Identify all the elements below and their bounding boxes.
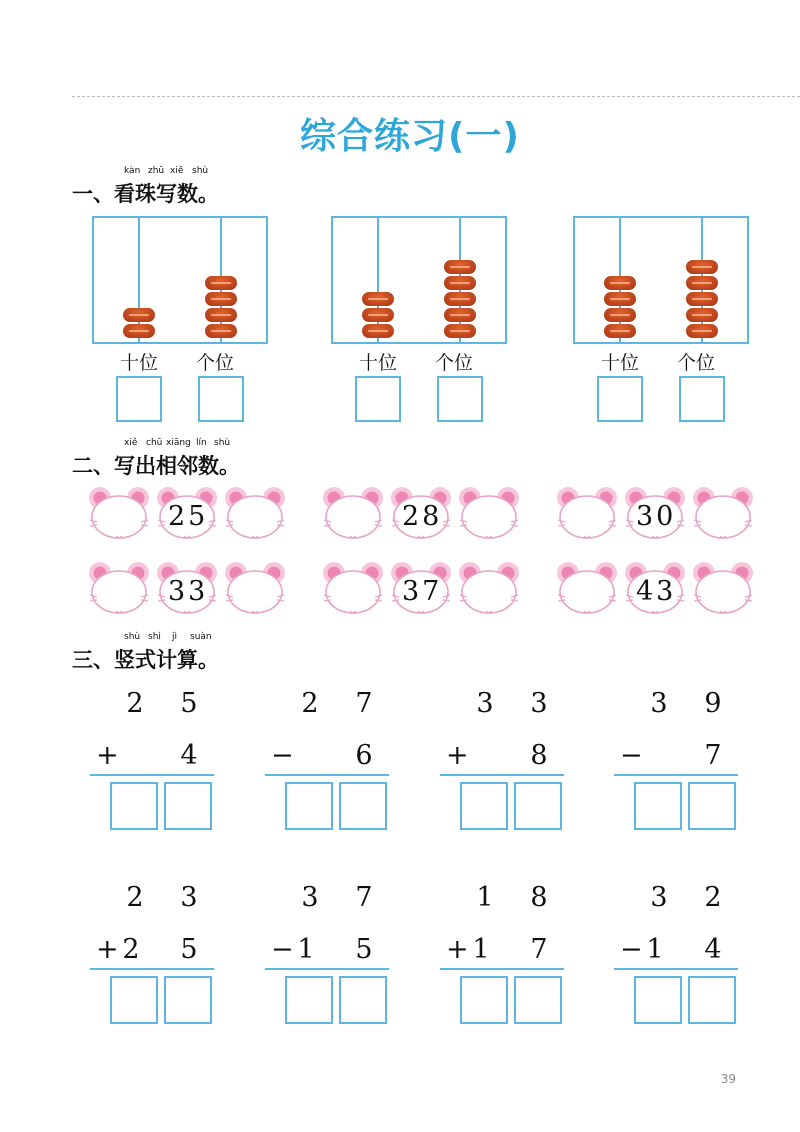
ones-bead <box>686 276 718 290</box>
pinyin-3: jì <box>172 632 178 642</box>
pinyin-2: zhū <box>148 166 165 176</box>
left-neighbor-head[interactable] <box>556 561 618 615</box>
answer-ones-box[interactable] <box>688 976 736 1024</box>
answer-line <box>440 968 564 970</box>
answer-tens-box[interactable] <box>110 976 158 1024</box>
section-1-label: 一、看珠写数。 <box>72 182 219 206</box>
ones-answer-box[interactable] <box>198 376 244 422</box>
top-ones-digit: 9 <box>704 688 722 719</box>
given-number: 28 <box>402 501 443 532</box>
ones-bead <box>444 276 476 290</box>
pinyin-4: lín <box>196 438 207 448</box>
bottom-tens-digit: 2 <box>122 934 140 965</box>
left-neighbor-head[interactable] <box>88 486 150 540</box>
vertical-problem-6 <box>265 882 393 1032</box>
pinyin-2: shì <box>148 632 161 642</box>
left-neighbor-head[interactable] <box>88 561 150 615</box>
bottom-tens-digit: 1 <box>297 934 315 965</box>
tens-bead <box>604 292 636 306</box>
tens-bead <box>362 308 394 322</box>
tens-bead <box>362 292 394 306</box>
answer-ones-box[interactable] <box>688 782 736 830</box>
answer-line <box>614 968 738 970</box>
tens-bead <box>604 324 636 338</box>
top-tens-digit: 2 <box>301 688 319 719</box>
top-ones-digit: 3 <box>530 688 548 719</box>
vertical-problem-3 <box>440 688 568 838</box>
top-ones-digit: 8 <box>530 882 548 913</box>
tens-bead <box>604 308 636 322</box>
tens-bead <box>604 276 636 290</box>
tens-label: 十位 <box>120 352 159 374</box>
tens-bead <box>362 324 394 338</box>
ones-bead <box>444 308 476 322</box>
right-neighbor-head[interactable] <box>692 561 754 615</box>
ones-bead <box>444 260 476 274</box>
top-tens-digit: 3 <box>301 882 319 913</box>
ones-answer-box[interactable] <box>437 376 483 422</box>
pinyin-3: xiāng <box>166 438 191 448</box>
pinyin-3: xiě <box>170 166 184 176</box>
section-2-heading <box>72 438 292 478</box>
ones-bead <box>686 292 718 306</box>
pinyin-1: shù <box>124 632 141 642</box>
bottom-tens-digit: 1 <box>646 934 664 965</box>
operator-sign: − <box>271 934 294 965</box>
top-tens-digit: 3 <box>650 882 668 913</box>
neighbor-group-6 <box>556 561 756 617</box>
ones-bead <box>686 308 718 322</box>
section-2-label: 二、写出相邻数。 <box>72 454 240 478</box>
ones-bead <box>686 260 718 274</box>
answer-line <box>265 774 389 776</box>
answer-ones-box[interactable] <box>164 976 212 1024</box>
answer-ones-box[interactable] <box>339 782 387 830</box>
operator-sign: + <box>446 934 469 965</box>
bottom-ones-digit: 7 <box>704 740 722 771</box>
answer-tens-box[interactable] <box>285 976 333 1024</box>
top-tens-digit: 3 <box>476 688 494 719</box>
abacus-2 <box>331 216 509 426</box>
page-title: 综合练习(一) <box>300 116 520 157</box>
ones-bead <box>444 324 476 338</box>
answer-ones-box[interactable] <box>514 976 562 1024</box>
section-3-heading <box>72 632 292 672</box>
top-tens-digit: 3 <box>650 688 668 719</box>
answer-line <box>265 968 389 970</box>
right-neighbor-head[interactable] <box>458 561 520 615</box>
right-neighbor-head[interactable] <box>224 561 286 615</box>
top-ones-digit: 5 <box>180 688 198 719</box>
ones-label: 个位 <box>196 352 235 374</box>
pinyin-5: shù <box>214 438 231 448</box>
tens-answer-box[interactable] <box>597 376 643 422</box>
given-number: 33 <box>168 576 209 607</box>
neighbor-group-2 <box>322 486 522 542</box>
right-neighbor-head[interactable] <box>692 486 754 540</box>
ones-bead <box>205 308 237 322</box>
pinyin-1: xiě <box>124 438 138 448</box>
abacus-frame <box>573 216 749 344</box>
dashed-divider <box>72 96 800 97</box>
answer-ones-box[interactable] <box>339 976 387 1024</box>
answer-line <box>90 968 214 970</box>
answer-tens-box[interactable] <box>634 976 682 1024</box>
ones-bead <box>205 292 237 306</box>
ones-bead <box>686 324 718 338</box>
abacus-1 <box>92 216 270 426</box>
ones-answer-box[interactable] <box>679 376 725 422</box>
tens-bead <box>123 324 155 338</box>
neighbor-group-1 <box>88 486 288 542</box>
bottom-ones-digit: 5 <box>355 934 373 965</box>
pinyin-1: kàn <box>124 166 141 176</box>
answer-line <box>90 774 214 776</box>
given-number: 37 <box>402 576 443 607</box>
neighbor-group-5 <box>322 561 522 617</box>
answer-tens-box[interactable] <box>285 782 333 830</box>
neighbor-group-3 <box>556 486 756 542</box>
answer-line <box>614 774 738 776</box>
ones-label: 个位 <box>677 352 716 374</box>
ones-label: 个位 <box>435 352 474 374</box>
left-neighbor-head[interactable] <box>322 561 384 615</box>
vertical-problem-1 <box>90 688 218 838</box>
top-ones-digit: 7 <box>355 688 373 719</box>
tens-label: 十位 <box>601 352 640 374</box>
ones-bead <box>205 324 237 338</box>
operator-sign: − <box>620 740 643 771</box>
right-neighbor-head[interactable] <box>224 486 286 540</box>
bottom-ones-digit: 4 <box>704 934 722 965</box>
answer-tens-box[interactable] <box>110 782 158 830</box>
bottom-ones-digit: 6 <box>355 740 373 771</box>
top-tens-digit: 2 <box>126 882 144 913</box>
vertical-problem-7 <box>440 882 568 1032</box>
vertical-problem-8 <box>614 882 742 1032</box>
answer-tens-box[interactable] <box>460 782 508 830</box>
ones-bead <box>444 292 476 306</box>
bottom-ones-digit: 7 <box>530 934 548 965</box>
abacus-3 <box>573 216 751 426</box>
abacus-frame <box>92 216 268 344</box>
section-1-heading <box>72 166 272 206</box>
answer-ones-box[interactable] <box>514 782 562 830</box>
operator-sign: + <box>96 934 119 965</box>
vertical-problem-4 <box>614 688 742 838</box>
tens-answer-box[interactable] <box>355 376 401 422</box>
given-number: 43 <box>636 576 677 607</box>
vertical-problem-2 <box>265 688 393 838</box>
bottom-tens-digit: 1 <box>472 934 490 965</box>
page-number: 39 <box>720 1072 736 1086</box>
neighbor-group-4 <box>88 561 288 617</box>
bottom-ones-digit: 5 <box>180 934 198 965</box>
operator-sign: + <box>96 740 119 771</box>
bottom-ones-digit: 4 <box>180 740 198 771</box>
pinyin-2: chū <box>146 438 163 448</box>
top-tens-digit: 1 <box>476 882 494 913</box>
pinyin-4: suàn <box>190 632 212 642</box>
vertical-problem-5 <box>90 882 218 1032</box>
section-3-label: 三、竖式计算。 <box>72 648 219 672</box>
top-tens-digit: 2 <box>126 688 144 719</box>
answer-tens-box[interactable] <box>634 782 682 830</box>
operator-sign: − <box>620 934 643 965</box>
tens-label: 十位 <box>359 352 398 374</box>
bottom-ones-digit: 8 <box>530 740 548 771</box>
tens-bead <box>123 308 155 322</box>
answer-line <box>440 774 564 776</box>
top-ones-digit: 3 <box>180 882 198 913</box>
operator-sign: − <box>271 740 294 771</box>
given-number: 25 <box>168 501 209 532</box>
tens-answer-box[interactable] <box>116 376 162 422</box>
pinyin-4: shù <box>192 166 209 176</box>
answer-ones-box[interactable] <box>164 782 212 830</box>
operator-sign: + <box>446 740 469 771</box>
top-ones-digit: 7 <box>355 882 373 913</box>
left-neighbor-head[interactable] <box>322 486 384 540</box>
ones-bead <box>205 276 237 290</box>
abacus-frame <box>331 216 507 344</box>
top-ones-digit: 2 <box>704 882 722 913</box>
left-neighbor-head[interactable] <box>556 486 618 540</box>
given-number: 30 <box>636 501 677 532</box>
right-neighbor-head[interactable] <box>458 486 520 540</box>
answer-tens-box[interactable] <box>460 976 508 1024</box>
